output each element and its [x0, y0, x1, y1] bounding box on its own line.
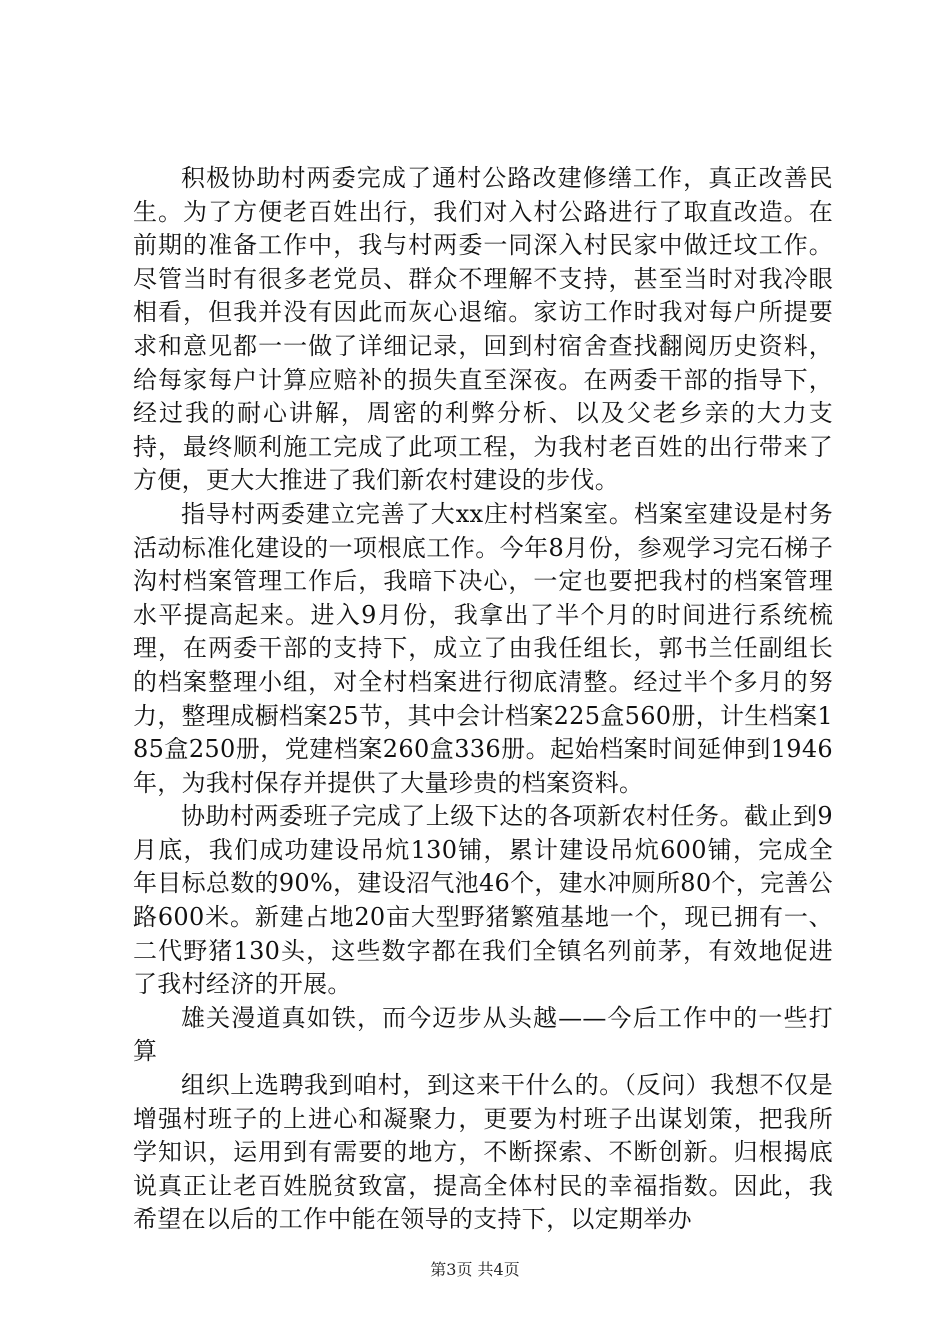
paragraph-road-repair: 积极协助村两委完成了通村公路改建修缮工作，真正改善民生。为了方便老百姓出行，我们对入村公路进行了取直改造。在前期的准备工作中，我与村两委一同深入村民家中做迁坟工作。尽管当时有很多老党员、群众不理解不支持，甚至当时对我冷眼相看，但我并没有因此而灰心退缩。家访工作时我对每户所提要求和意见都一一做了详细记录，回到村宿舍查找翻阅历史资料，给每家每户计算应赔补的损失直至深夜。在两委干部的指导下，经过我的耐心讲解，周密的利弊分析、以及父老乡亲的大力支持，最终顺利施工完成了此项工程，为我村老百姓的出行带来了方便，更大大推进了我们新农村建设的步伐。: [133, 164, 833, 495]
paragraph-rural-tasks: 协助村两委班子完成了上级下达的各项新农村任务。截止到9月底，我们成功建设吊炕130铺，累计建设吊炕600铺，完成全年目标总数的90%，建设沼气池46个，建水冲厕所80个，完善公路600米。新建占地20亩大型野猪繁殖基地一个，现已拥有一、二代野猪130头，这些数字都在我们全镇名列前茅，有效地促进了我村经济的开展。: [133, 802, 833, 999]
paragraph-archive-room: 指导村两委建立完善了大xx庄村档案室。档案室建设是村务活动标准化建设的一项根底工作。今年8月份，参观学习完石梯子沟村档案管理工作后，我暗下决心，一定也要把我村的档案管理水平提高起来。进入9月份，我拿出了半个月的时间进行系统梳理，在两委干部的支持下，成立了由我任组长，郭书兰任副组长的档案整理小组，对全村档案进行彻底清整。经过半个多月的努力，整理成橱档案25节，其中会计档案225盒560册，计生档案185盒250册，党建档案260盒336册。起始档案时间延伸到1946年，为我村保存并提供了大量珍贵的档案资料。: [133, 499, 833, 797]
page-number-footer: 第3页 共4页: [430, 1260, 520, 1279]
section-heading-future-plans: 雄关漫道真如铁，而今迈步从头越——今后工作中的一些打算: [133, 1003, 833, 1066]
paragraph-future-work: 组织上选聘我到咱村，到这来干什么的。（反问）我想不仅是增强村班子的上进心和凝聚力，更要为村班子出谋划策，把我所学知识，运用到有需要的地方，不断探索、不断创新。归根揭底说真正让老百姓脱贫致富，提高全体村民的幸福指数。因此，我希望在以后的工作中能在领导的支持下，以定期举办: [133, 1071, 833, 1234]
document-body: [133, 162, 833, 1237]
